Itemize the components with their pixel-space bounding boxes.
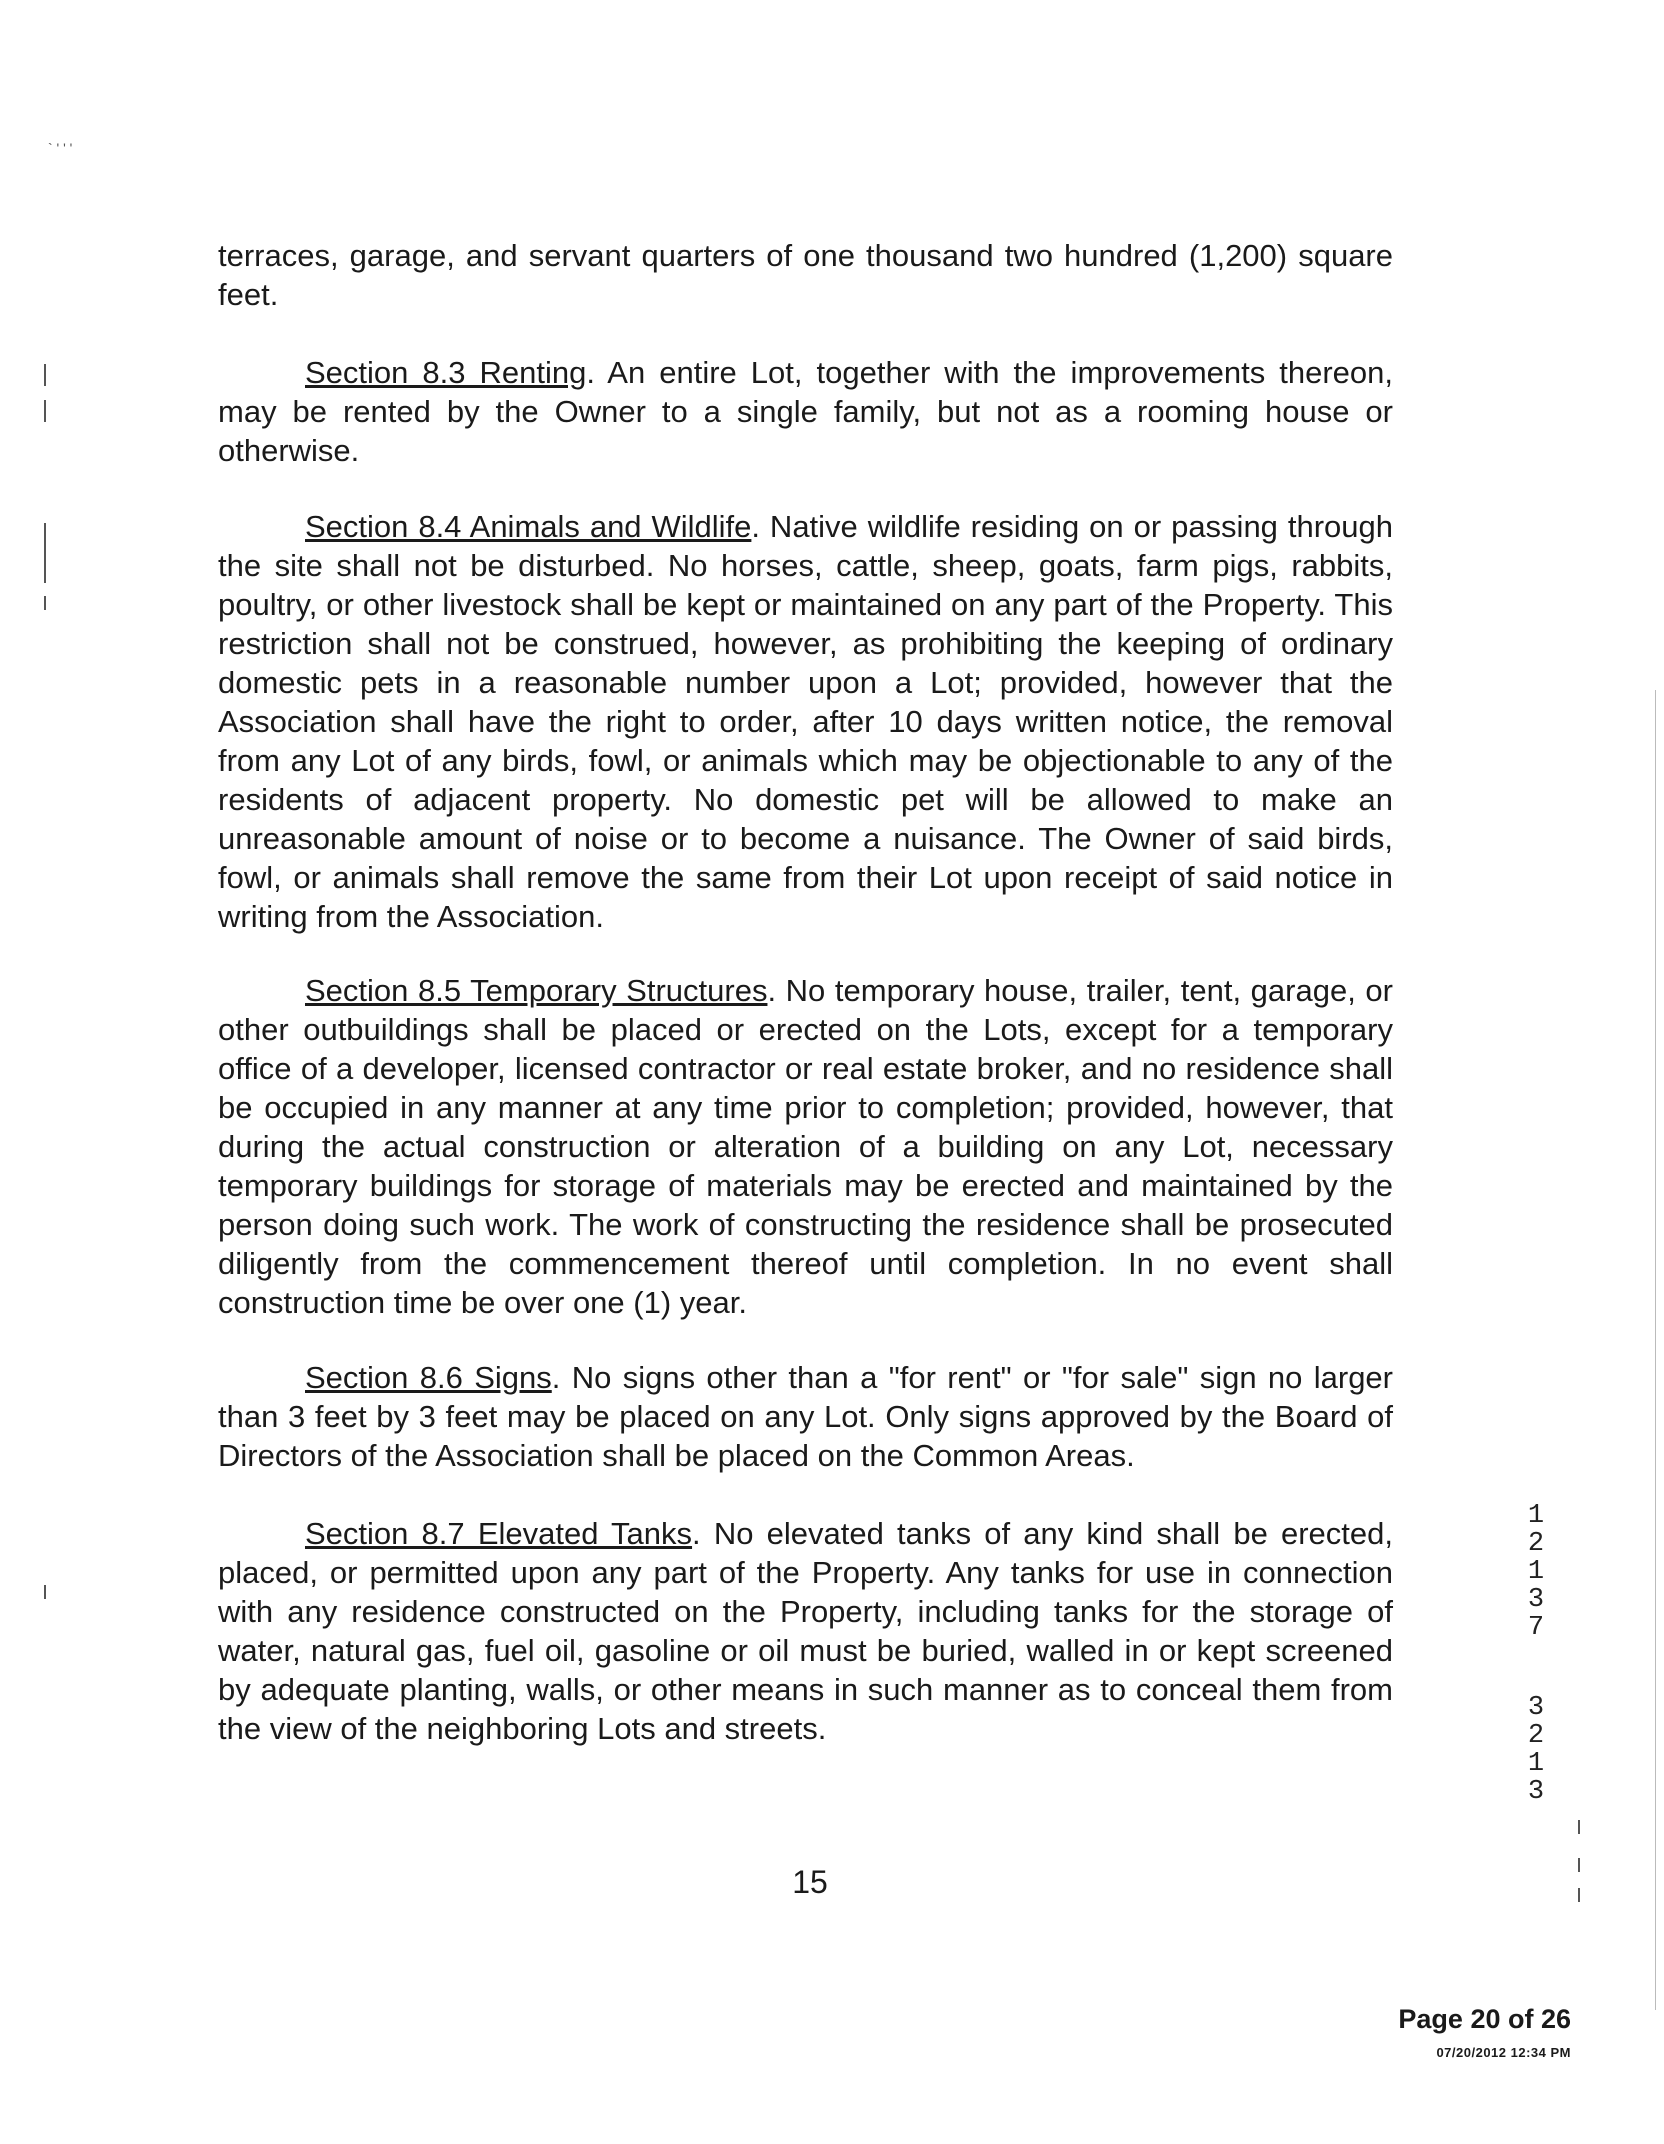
recording-stamp-top (1526, 1502, 1546, 1642)
section-8-4-animals-wildlife (218, 507, 1393, 936)
section-body: . An entire Lot, together with the improvements thereon, may be rented by the Owner to a single family, but not as a rooming house or otherwise. (218, 355, 1394, 468)
section-body: . No signs other than a "for rent" or "for sale" sign no larger than 3 feet by 3 feet may be placed on any Lot. Only signs approved by the Board of Directors of the Association shall be placed on the Common Areas. (218, 1360, 1394, 1473)
page-number: 15 (792, 1864, 828, 1900)
margin-mark (1578, 1888, 1580, 1902)
section-heading: Section 8.6 Signs (305, 1360, 552, 1395)
margin-mark (44, 523, 46, 583)
margin-mark (1578, 1820, 1580, 1834)
margin-mark (44, 364, 46, 386)
stamp-digit: 3 (1527, 1585, 1545, 1615)
section-heading: Section 8.5 Temporary Structures (305, 973, 768, 1008)
scan-specks: ` ' ' ' (48, 140, 73, 156)
stamp-digit: 2 (1527, 1721, 1545, 1751)
stamp-digit: 1 (1527, 1557, 1545, 1587)
stamp-digit: 2 (1527, 1529, 1545, 1559)
footer-timestamp: 07/20/2012 12:34 PM (1436, 2045, 1571, 2060)
paragraph-continuation (218, 236, 1393, 314)
section-8-7-elevated-tanks (218, 1514, 1393, 1748)
scan-edge-line (1655, 690, 1656, 2010)
stamp-digit: 3 (1527, 1777, 1545, 1807)
section-heading: Section 8.3 Renting (305, 355, 587, 390)
footer-page-label: Page 20 of 26 (1398, 2004, 1571, 2034)
recording-stamp-bottom (1526, 1694, 1546, 1806)
section-8-5-temporary-structures (218, 971, 1393, 1322)
stamp-digit: 1 (1527, 1749, 1545, 1779)
section-heading: Section 8.4 Animals and Wildlife (305, 509, 752, 544)
section-body: . Native wildlife residing on or passing through the site shall not be disturbed. No horses, cattle, sheep, goats, farm pigs, rabbits, poultry, or other livestock shall be kept or maintained on any part of the Property. This restriction shall not be construed, however, as prohibiting the keeping of ordinary domestic pets in a reasonable number upon a Lot; provided, however that the Association shall have the right to order, after 10 days written notice, the removal from any Lot of any birds, fowl, or animals which may be objectionable to any of the residents of adjacent property. No domestic pet will be allowed to make an unreasonable amount of noise or to become a nuisance. The Owner of said birds, fowl, or animals shall remove the same from their Lot upon receipt of said notice in writing from the Association. (218, 509, 1393, 934)
section-body: . No temporary house, trailer, tent, garage, or other outbuildings shall be placed or erected on the Lots, except for a temporary office of a developer, licensed contractor or real estate broker, and no residence shall be occupied in any manner at any time prior to completion; provided, however, that during the actual construction or alteration of a building on any Lot, necessary temporary buildings for storage of materials may be erected and maintained by the person doing such work. The work of constructing the residence shall be prosecuted diligently from the commencement thereof until completion. In no event shall construction time be over one (1) year. (218, 973, 1393, 1320)
margin-mark (1578, 1858, 1580, 1872)
stamp-digit: 7 (1527, 1613, 1545, 1643)
paragraph-text: terraces, garage, and servant quarters of one thousand two hundred (1,200) square feet. (218, 238, 1393, 312)
margin-mark (44, 596, 46, 610)
stamp-digit: 3 (1527, 1693, 1545, 1723)
section-8-3-renting (218, 353, 1393, 470)
section-8-6-signs (218, 1358, 1393, 1475)
section-heading: Section 8.7 Elevated Tanks (305, 1516, 693, 1551)
stamp-digit: 1 (1527, 1501, 1545, 1531)
margin-mark (44, 1585, 46, 1599)
margin-mark (44, 400, 46, 422)
section-body: . No elevated tanks of any kind shall be erected, placed, or permitted upon any part of the Property. Any tanks for use in connection with any residence constructed on the Property, including tanks for the storage of water, natural gas, fuel oil, gasoline or oil must be buried, walled in or kept screened by adequate planting, walls, or other means in such manner as to conceal them from the view of the neighboring Lots and streets. (218, 1516, 1393, 1746)
